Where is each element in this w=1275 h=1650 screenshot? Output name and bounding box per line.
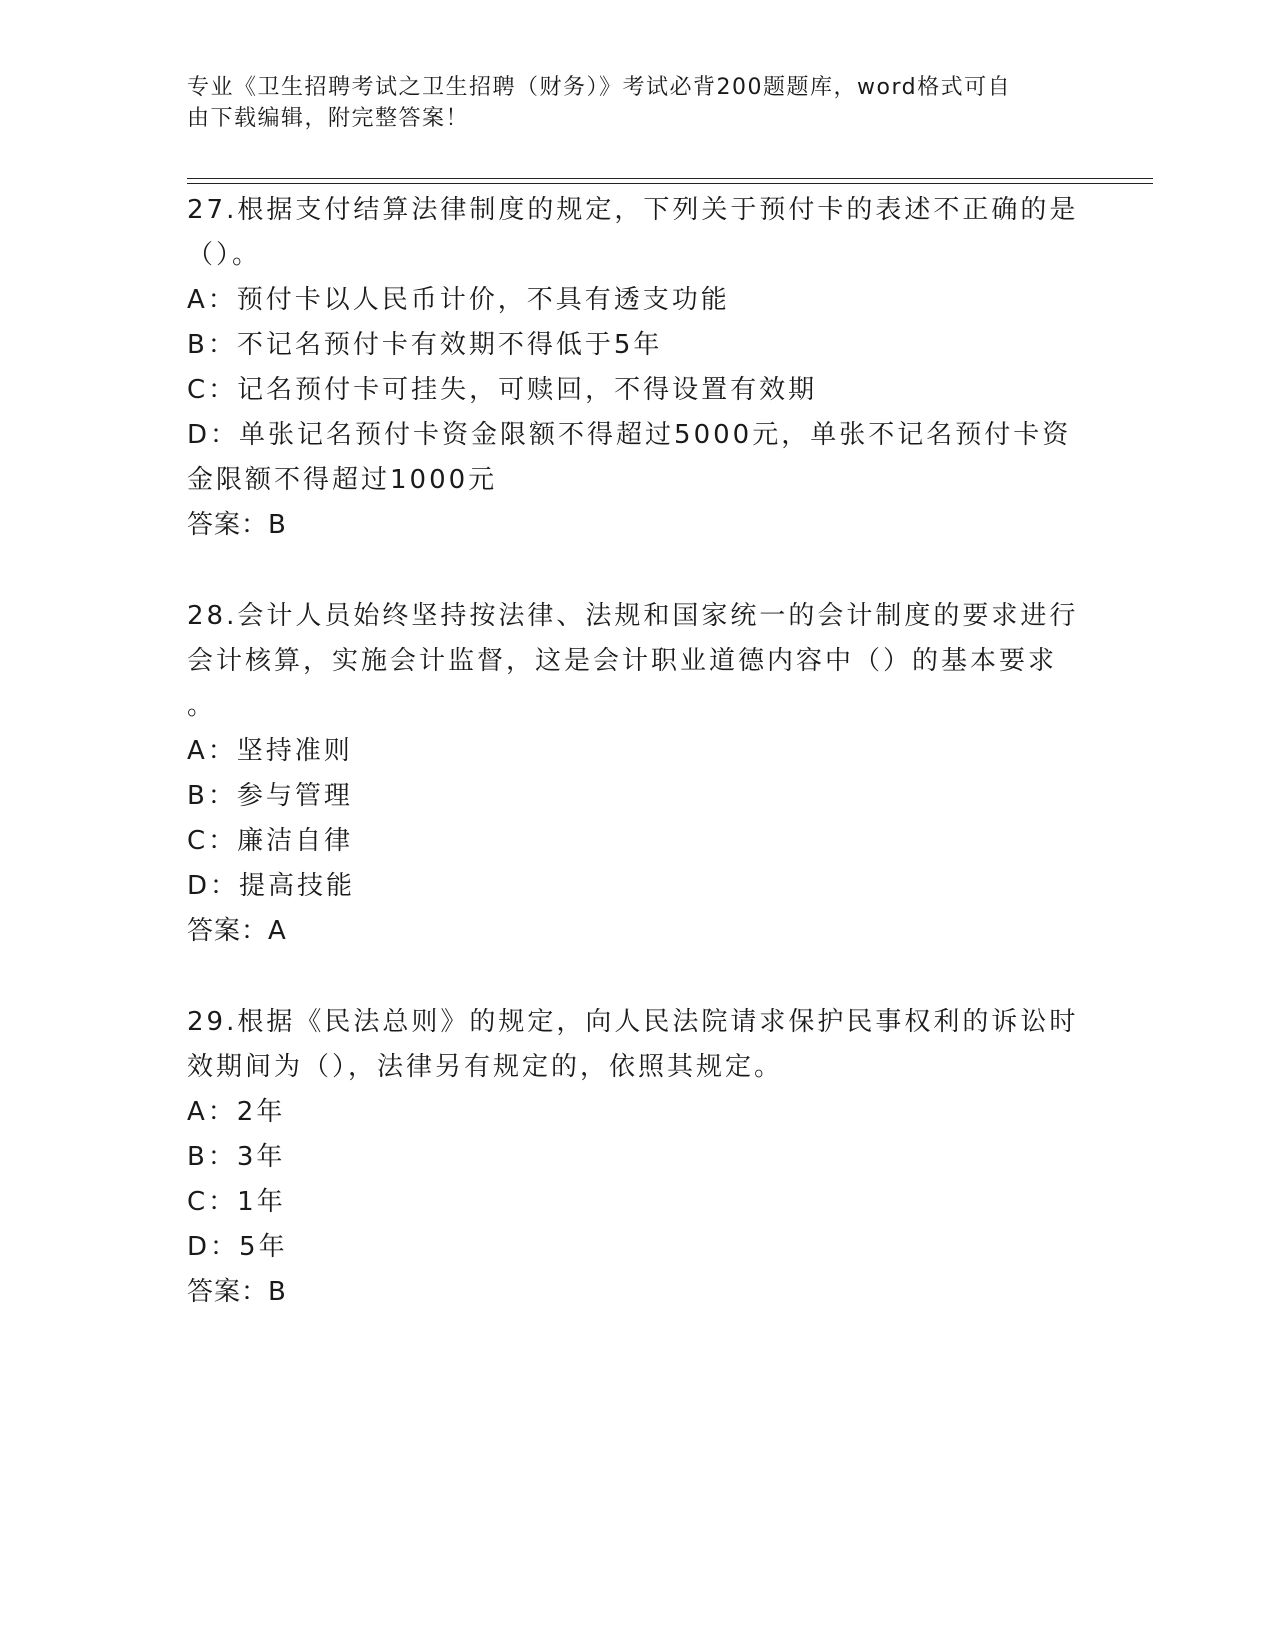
- question-stem: 28.会计人员始终坚持按法律、法规和国家统一的会计制度的要求进行 会计核算，实施会计监督，这是会计职业道德内容中（）的基本要求 。: [187, 601, 1079, 721]
- question-28: [187, 594, 1087, 954]
- option-b: B：参与管理: [187, 781, 353, 811]
- question-list: [187, 188, 1087, 1315]
- document-header: 专业《卫生招聘考试之卫生招聘（财务）》考试必背200题题库，word格式可自 由下载编辑，附完整答案！: [187, 75, 1012, 131]
- question-29: [187, 1000, 1087, 1315]
- option-d: D：5年: [187, 1232, 288, 1262]
- question-stem: 27.根据支付结算法律制度的规定，下列关于预付卡的表述不正确的是 （）。: [187, 195, 1079, 270]
- answer-line: 答案：B: [187, 1277, 287, 1307]
- option-c: C：1年: [187, 1187, 286, 1217]
- option-c: C：廉洁自律: [187, 826, 354, 856]
- header-divider-bottom: [187, 183, 1153, 184]
- answer-line: 答案：B: [187, 510, 287, 540]
- option-b: B：不记名预付卡有效期不得低于5年: [187, 330, 663, 360]
- option-c: C：记名预付卡可挂失，可赎回，不得设置有效期: [187, 375, 818, 405]
- question-stem: 29.根据《民法总则》的规定，向人民法院请求保护民事权利的诉讼时 效期间为（），法律另有规定的，依照其规定。: [187, 1007, 1079, 1082]
- option-a: A：坚持准则: [187, 736, 353, 766]
- option-a: A：预付卡以人民币计价，不具有透支功能: [187, 285, 730, 315]
- option-a: A：2年: [187, 1097, 286, 1127]
- spacer: [187, 548, 1087, 594]
- question-27: [187, 188, 1087, 548]
- answer-line: 答案：A: [187, 916, 287, 946]
- option-d: D：单张记名预付卡资金限额不得超过5000元，单张不记名预付卡资 金限额不得超过1000元: [187, 420, 1072, 495]
- option-d: D：提高技能: [187, 871, 356, 901]
- header-divider-top: [187, 178, 1153, 179]
- option-b: B：3年: [187, 1142, 286, 1172]
- spacer: [187, 954, 1087, 1000]
